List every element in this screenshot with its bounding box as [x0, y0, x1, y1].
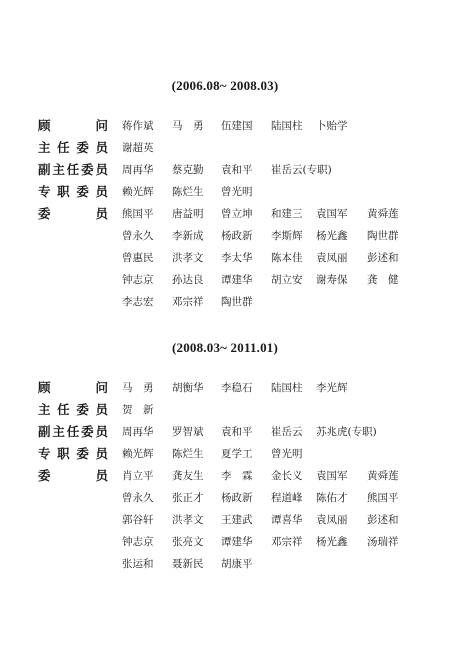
member-name: 杨政新 [221, 230, 253, 242]
member-name: 李稳石 [221, 382, 253, 394]
member-name: 袁和平 [221, 164, 253, 176]
role-row [0, 399, 450, 421]
member-name: 袁凤丽 [316, 252, 348, 264]
member-name: 和建三 [271, 208, 303, 220]
member-name: 钟志京 [122, 536, 154, 548]
member-name: 汤瑞祥 [367, 536, 399, 548]
member-name: 洪孝文 [172, 514, 204, 526]
role-row [0, 377, 450, 399]
role-row [0, 203, 450, 313]
role-label: 主 任 委 员 [38, 402, 108, 417]
role-row [0, 443, 450, 465]
member-name: 胡立安 [271, 274, 303, 286]
member-name: 彭述和 [367, 514, 399, 526]
member-name: 李志宏 [122, 296, 154, 308]
member-name: 杨光鑫 [316, 536, 348, 548]
member-name: 陈本佳 [271, 252, 303, 264]
member-name: 杨政新 [221, 492, 253, 504]
member-name: 陈烂生 [172, 186, 204, 198]
member-name: 卜贻学 [316, 120, 348, 132]
role-row [0, 137, 450, 159]
member-name: 曾永久 [122, 492, 154, 504]
member-name: 贺 新 [122, 404, 154, 416]
member-name: 钟志京 [122, 274, 154, 286]
member-name: 赖光辉 [122, 186, 154, 198]
member-name: 谢超英 [122, 142, 154, 154]
member-name: 熊国平 [122, 208, 154, 220]
member-name: 曾永久 [122, 230, 154, 242]
member-name: 郭谷轩 [122, 514, 154, 526]
role-row [0, 181, 450, 203]
member-name: 周再华 [122, 426, 154, 438]
member-name: 陶世群 [221, 296, 253, 308]
role-label: 委 员 [38, 206, 108, 221]
member-name: 蒋作斌 [122, 120, 154, 132]
term-period-heading: (2006.08~ 2008.03) [171, 78, 279, 93]
role-label: 主 任 委 员 [38, 140, 108, 155]
member-name: 曾光明 [221, 186, 253, 198]
member-name: 李斯辉 [271, 230, 303, 242]
member-name: 曾惠民 [122, 252, 154, 264]
member-name: 谭喜华 [271, 514, 303, 526]
member-name: 夏学工 [221, 448, 253, 460]
member-name: 肖立平 [122, 470, 154, 482]
member-name: 赖光辉 [122, 448, 154, 460]
member-name: 袁凤丽 [316, 514, 348, 526]
member-name: 程道峰 [271, 492, 303, 504]
member-name: 金长义 [271, 470, 303, 482]
member-name: 蔡克勤 [172, 164, 204, 176]
role-row [0, 421, 450, 443]
member-name: 谭建华 [221, 536, 253, 548]
member-name: 彭述和 [367, 252, 399, 264]
member-name: 邓宗祥 [271, 536, 303, 548]
member-name: 马 勇 [122, 382, 154, 394]
member-name: 杨光鑫 [316, 230, 348, 242]
member-name: 马 勇 [172, 120, 204, 132]
member-name: 黄舜莲 [367, 208, 399, 220]
member-name: 孙达良 [172, 274, 204, 286]
member-name: 陆国柱 [271, 120, 303, 132]
member-name: 熊国平 [367, 492, 399, 504]
member-name: 聂新民 [172, 558, 204, 570]
member-name: 龚 健 [367, 274, 399, 286]
member-name: 谭建华 [221, 274, 253, 286]
member-name: 曾立坤 [221, 208, 253, 220]
member-name: 罗智斌 [172, 426, 204, 438]
member-name: 李太华 [221, 252, 253, 264]
role-row [0, 159, 450, 181]
member-name: 袁国军 [316, 208, 348, 220]
role-row [0, 465, 450, 575]
role-row [0, 115, 450, 137]
member-name: 张正才 [172, 492, 204, 504]
member-name: 李 霖 [221, 470, 253, 482]
member-name: 谢寿保 [316, 274, 348, 286]
member-name: 洪孝文 [172, 252, 204, 264]
member-name: 苏兆虎(专职) [316, 426, 377, 438]
member-name: 崔岳云 [271, 426, 303, 438]
member-name: 胡衡华 [172, 382, 204, 394]
member-name: 张运和 [122, 558, 154, 570]
role-label: 专 职 委 员 [38, 446, 108, 461]
member-name: 胡康平 [221, 558, 253, 570]
member-name: 周再华 [122, 164, 154, 176]
member-name: 李光辉 [316, 382, 348, 394]
member-name: 陶世群 [367, 230, 399, 242]
role-label: 委 员 [38, 468, 108, 483]
member-name: 黄舜莲 [367, 470, 399, 482]
member-name: 张亮文 [172, 536, 204, 548]
role-label: 顾 问 [38, 118, 108, 133]
role-label: 顾 问 [38, 380, 108, 395]
member-name: 龚友生 [172, 470, 204, 482]
member-name: 袁和平 [221, 426, 253, 438]
member-name: 邓宗祥 [172, 296, 204, 308]
member-name: 陈佑才 [316, 492, 348, 504]
member-name: 崔岳云(专职) [271, 164, 332, 176]
member-name: 唐益明 [172, 208, 204, 220]
member-name: 李新成 [172, 230, 204, 242]
role-label: 副 主 任 委 员 [38, 162, 108, 177]
member-name: 陆国柱 [271, 382, 303, 394]
member-name: 曾光明 [271, 448, 303, 460]
member-name: 袁国军 [316, 470, 348, 482]
member-name: 王建武 [221, 514, 253, 526]
member-name: 伍建国 [221, 120, 253, 132]
role-label: 副 主 任 委 员 [38, 424, 108, 439]
role-label: 专 职 委 员 [38, 184, 108, 199]
member-name: 陈烂生 [172, 448, 204, 460]
term-period-heading: (2008.03~ 2011.01) [171, 340, 279, 355]
